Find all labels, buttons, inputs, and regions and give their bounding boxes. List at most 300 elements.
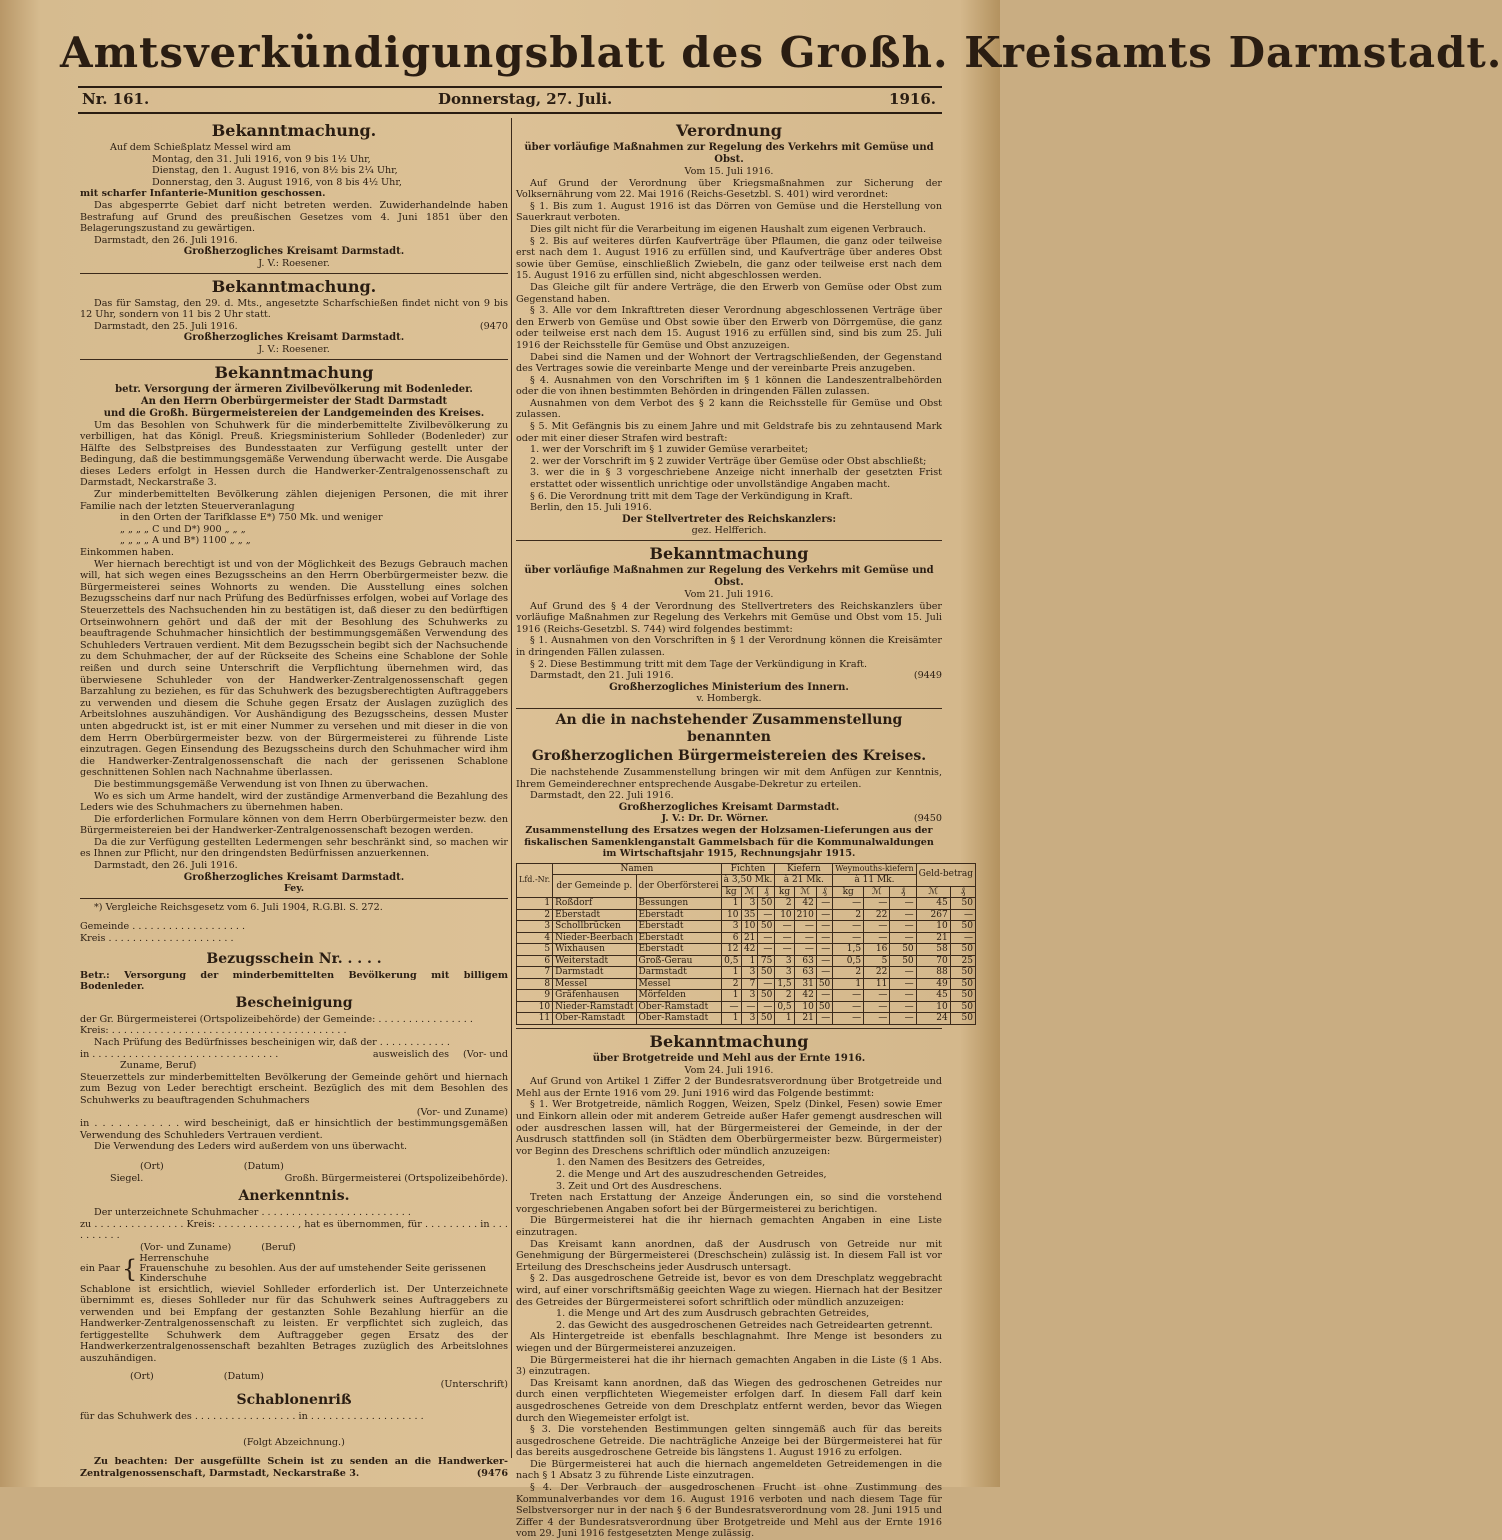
table-cell: 1 [721,990,741,1002]
notice-line: Dienstag, den 1. August 1916, von 8½ bis 2¼ Uhr, [152,165,398,177]
paragraph: § 4. Der Verbrauch der ausgedroschenen Frucht ist ohne Zustimmung des Kommunalverbandes vor dem 16. August 1916 verboten und nach diesem Tage für Selbstversorger nur in der nach § 6 der Bundesratsverordnung vom 28. Juni 1915 und Ziffer 4 der Bundesratsverordnung über Brotgetreide und Mehl aus der Ernte 1916 vom 29. Juni 1916 festgesetzten Menge zulässig. [516,1482,942,1540]
unit-pf: ₰ [758,886,775,898]
form-label: , hat es übernommen, für [298,1218,422,1230]
income-line: Einkommen haben. [80,547,174,559]
table-cell: — [816,932,832,944]
table-cell: — [890,1013,916,1025]
table-cell: 50 [816,1001,832,1013]
price-weymouth: à 11 Mk. [833,875,916,887]
notice-date [80,321,508,333]
table-cell: — [864,1013,890,1025]
authority: Der Stellvertreter des Reichskanzlers: [621,513,837,525]
masthead-rule [78,86,942,88]
form-label: für das Schuhwerk des [80,1411,192,1423]
form-line [80,1173,508,1185]
table-cell: — [775,921,794,933]
table-cell: — [816,967,832,979]
table-cell: 50 [950,921,975,933]
table-cell: Bessungen [636,898,721,910]
issue-rule [78,112,942,114]
holzsamen-table [516,863,976,1025]
form-hint: (Ort) [130,1370,154,1382]
table-cell: 210 [794,909,816,921]
table-cell: 3 [775,955,794,967]
table-cell: 50 [950,1013,975,1025]
table-cell: Darmstadt [553,967,636,979]
table-cell: Eberstadt [636,944,721,956]
form-label: Nach Prüfung des Bedürfnisses bescheinigen wir, daß der [94,1037,377,1048]
table-cell: 1,5 [775,978,794,990]
table-row [517,898,976,910]
table-cell: — [833,898,864,910]
signer: J. V.: Roesener. [258,257,330,269]
table-cell: — [758,1001,775,1013]
table-cell: 25 [950,955,975,967]
table-cell: 50 [950,898,975,910]
form-line: Gemeinde . . . . . . . . . . . . . . . . . . . [80,921,246,933]
table-cell: 16 [864,944,890,956]
notice-shooting-range [80,121,508,270]
notice-heading: Großherzoglichen Bürgermeistereien des Kreises. [531,747,927,764]
table-cell: — [864,898,890,910]
table-cell: — [816,909,832,921]
list-item: 3. Zeit und Ort des Ausdreschens. [556,1180,722,1192]
place-text: Darmstadt, den 21. Juli 1916. [530,670,674,682]
form-hint: (Beruf) [261,1241,296,1253]
paragraph: § 1. Ausnahmen von den Vorschriften in § 1 der Verordnung können die Kreisämter in dringenden Fällen zulassen. [516,635,942,658]
table-cell: 1,5 [833,944,864,956]
table-cell: — [816,1013,832,1025]
paragraph: § 2. Das ausgedroschene Getreide ist, bevor es von dem Dreschplatz weggebracht wird, auf einer vorschriftsmäßig geeichten Wage zu wiegen. Hiernach hat der Besitzer des Getreides der Bürgermeisterei sofort schriftlich oder mündlich anzuzeigen: [516,1273,942,1308]
paragraph: Als Hintergetreide ist ebenfalls beschlagnahmt. Ihre Menge ist besonders zu wiegen und der Bürgermeisterei anzuzeigen. [516,1331,942,1354]
price-fichten: à 3,50 Mk. [721,875,775,887]
paragraph: Die Bürgermeisterei hat die ihr hiernach gemachten Angaben in die Liste (§ 1 Abs. 3) einzutragen. [516,1354,942,1378]
table-cell: — [864,1001,890,1013]
notice-line: Das abgesperrte Gebiet darf nicht betreten werden. Zuwiderhandelnde haben Bestrafung auf Grund des preußischen Gesetzes vom 4. Juni 1851 über den Belagerungszustand zu gewärtigen. [80,199,508,235]
ref-number: (9450 [913,813,942,825]
table-cell: 88 [916,967,950,979]
separator [516,1028,942,1029]
table-cell: — [775,932,794,944]
table-cell: Eberstadt [636,921,721,933]
table-row [517,909,976,921]
table-cell: Mörfelden [636,990,721,1002]
separator [80,359,508,360]
form-label: der Gr. Bürgermeisterei (Ortspolizeibehörde) der Gemeinde: [80,1013,376,1025]
form-line [80,1370,508,1390]
form-note [80,1456,508,1479]
list-item: 3. wer die in § 3 vorgeschriebene Anzeige nicht innerhalb der gesetzten Frist erstattet oder wissentlich unrichtige oder unvollständige Angaben macht. [530,467,942,491]
notice-line: mit scharfer Infanterie-Munition geschossen. [80,188,326,200]
table-cell: 1 [721,1013,741,1025]
form-label: in [480,1218,490,1230]
form-text: Die Verwendung des Leders wird außerdem von uns überwacht. [94,1141,408,1153]
table-cell: — [864,921,890,933]
table-body [517,898,976,1025]
table-cell: — [816,955,832,967]
ref-number: (9476 [476,1468,508,1480]
paragraph: § 2. Diese Bestimmung tritt mit dem Tage der Verkündigung in Kraft. [530,658,868,670]
col-header-kiefern: Kiefern [775,863,833,875]
form-label: Kreis: [186,1218,216,1230]
form-hint: (Unterschrift) [440,1378,508,1390]
form-text: Schablone ist ersichtlich, wieviel Sohlleder erforderlich ist. Der Unterzeichnete übernimmt es, dieses Sohlleder nur für das Schuhwerk seines Auftraggebers zu verwenden und bei Empfang der gestanzten Sohle Bezahlung hierfür an die Handwerker-Zentralgenossenschaft zu leisten. Er verpflichtet sich zugleich, das fertiggestellte Schuhwerk dem Auftraggeber gegen Ersatz des der Handwerkerzentralgenossenschaft bezahlten Betrages zuzüglich des Arbeitslohnes auszuhändigen. [80,1283,508,1365]
col-header-gemeinde: der Gemeinde p. [553,875,636,898]
table-cell: 2 [833,909,864,921]
table-cell: 6 [721,932,741,944]
table-cell: 2 [517,909,553,921]
notice-heading: An die in nachstehender Zusammenstellung benannten [555,711,903,745]
table-cell: 3 [721,921,741,933]
col-header-geld: Geld-betrag [916,863,975,886]
table-cell: — [816,898,832,910]
notice-text: Das für Samstag, den 29. d. Mts., angesetzte Scharfschießen findet nicht von 9 bis 12 Uhr, sondern von 11 bis 2 Uhr statt. [80,297,508,321]
notice-heading: Verordnung [676,121,782,140]
form-line: Nach Prüfung des Bedürfnisses bescheinigen wir, daß der . . . . . . . . . . . . (Vor- und [94,1037,508,1060]
table-cell: 10 [794,1001,816,1013]
table-cell: 50 [950,978,975,990]
notice-place [516,670,942,682]
table-cell: 5 [517,944,553,956]
table-row [517,1013,976,1025]
table-cell: — [816,990,832,1002]
signer: J. V.: Roesener. [258,343,330,355]
notice-addressee: und die Großh. Bürgermeistereien der Landgemeinden des Kreises. [103,407,485,419]
table-cell: — [833,1001,864,1013]
note-text: Zu beachten: Der ausgefüllte Schein ist zu senden an die Handwerker-Zentralgenossenschaft, Darmstadt, Neckarstraße 3. [80,1456,508,1480]
list-item: 1. wer der Vorschrift im § 1 zuwider Gemüse verarbeitet; [530,444,809,456]
authority: Großherzogliches Kreisamt Darmstadt. [618,801,840,813]
ref-number: (9470 [479,320,508,332]
table-row [517,978,976,990]
notice-holzsamen [516,711,973,1025]
notice-heading: Bekanntmachung [214,362,374,382]
table-row [517,1001,976,1013]
table-cell: — [890,978,916,990]
paragraph: Die erforderlichen Formulare können von dem Herrn Oberbürgermeister bezw. den Bürgermeistereien bei der Handwerker-Zentralgenossenschaft bezogen werden. [80,813,508,837]
table-cell: 2 [721,978,741,990]
form-label: in [80,1048,90,1060]
unit-mark: ℳ [864,886,890,898]
right-column [516,118,973,1540]
signer-text: J. V.: Dr. Dr. Wörner. [661,813,769,825]
price-kiefern: à 21 Mk. [775,875,833,887]
table-title: Zusammenstellung des Ersatzes wegen der Holzsamen-Lieferungen aus der fiskalischen Samenklenganstalt Gammelsbach für die Kommunalwaldungen im Wirtschaftsjahr 1915, Rechnungsjahr 1915. [524,824,934,860]
form-hint: Großh. Bürgermeisterei (Ortspolizeibehörde). [284,1172,508,1184]
form-hint: (Datum) [223,1370,264,1382]
table-cell: — [890,990,916,1002]
table-cell: Ober-Ramstadt [636,1013,721,1025]
bekanntmachung-brotgetreide [516,1032,942,1540]
table-cell: 3 [741,898,758,910]
notice-heading: Bekanntmachung. [211,276,377,296]
form-hint: (Ort) [140,1160,164,1172]
notice-heading: Bekanntmachung [649,1031,809,1051]
form-hint: (Vor- und Zuname) [140,1241,232,1253]
list-item: 2. wer der Vorschrift im § 2 zuwider Verträge über Gemüse oder Obst abschließt; [530,455,927,467]
notice-date: Darmstadt, den 26. Juli 1916. [94,860,238,872]
form-text: Steuerzettels zur minderbemittelten Bevölkerung der Gemeinde gehört und hiernach zum Bezug von Leder berechtigt erscheint. Bezüglich des mit dem Besohlen des Schuhwerks zu beauftragenden Schuhmachers [80,1071,508,1106]
list-item: 1. die Menge und Art des zum Ausdrusch gebrachten Getreides, [556,1308,870,1320]
table-cell: 50 [950,990,975,1002]
income-line: in den Orten der Tarifklasse E*) 750 Mk. und weniger [120,512,383,524]
table-cell: — [890,909,916,921]
list-item: 1. den Namen des Besitzers des Getreides, [556,1157,766,1169]
paragraph: Das Gleiche gilt für andere Verträge, die den Erwerb von Gemüse oder Obst zum Gegenstand haben. [516,281,942,305]
verordnung-gemuese [516,121,942,537]
table-cell: — [794,921,816,933]
paragraph: Da die zur Verfügung gestellten Ledermengen sehr beschränkt sind, so machen wir es Ihnen zur Pflicht, nur den dringendsten Bedürfnissen anzuerkennen. [80,836,508,860]
table-row [517,932,976,944]
table-cell: Eberstadt [553,909,636,921]
table-cell: 10 [916,921,950,933]
table-cell: 10 [741,921,758,933]
table-cell: 63 [794,967,816,979]
notice-place: Darmstadt, den 22. Juli 1916. [530,790,674,802]
table-cell: Eberstadt [636,932,721,944]
table-cell: 0,5 [775,1001,794,1013]
table-cell: Ober-Ramstadt [636,1001,721,1013]
table-cell: 0,5 [833,955,864,967]
table-cell: Weiterstadt [553,955,636,967]
table-cell: — [890,1001,916,1013]
paragraph: § 1. Wer Brotgetreide, nämlich Roggen, Weizen, Spelz (Dinkel, Fesen) sowie Emer und Einkorn allein oder mit anderem Getreide außer Hafer gemengt ausdreschen will oder ausdreschen lassen will, hat der Bürgermeisterei der Gemeinde, in der der Ausdrusch stattfinden soll (in Städten dem Oberbürgermeister bezw. Bürgermeister) vor Beginn des Dreschens schriftlich oder mündlich anzuzeigen: [516,1099,942,1157]
table-cell: 10 [721,909,741,921]
col-header-nr: Lfd.-Nr. [517,863,553,898]
unit-pf: ₰ [816,886,832,898]
notice-subheading: betr. Versorgung der ärmeren Zivilbevölkerung mit Bodenleder. [115,383,473,395]
table-cell: 3 [741,1013,758,1025]
form-line: für das Schuhwerk des . . . . . . . . . . . . . . . . . in . . . . . . . . . . . . . . . . . . . [80,1411,424,1423]
shoe-option: Herrenschuhe [139,1252,209,1264]
unit-kg: kg [833,886,864,898]
table-cell: 70 [916,955,950,967]
table-cell: 3 [517,921,553,933]
unit-pf: ₰ [890,886,916,898]
paragraph: § 4. Ausnahmen von den Vorschriften im § 1 können die Landeszentralbehörden oder die von ihnen bestimmten Behörden in dringenden Fällen zulassen. [516,374,942,398]
table-cell: 4 [517,932,553,944]
table-cell: 0,5 [721,955,741,967]
masthead: Amtsverkündigungsblatt des Großh. Kreisamts Darmstadt. [60,28,1502,77]
table-cell: 50 [950,944,975,956]
shoe-option: Frauenschuhe [139,1262,209,1274]
paragraph: Dabei sind die Namen und der Wohnort der Vertragschließenden, der Gegenstand des Vertrages sowie die vereinbarte Menge und der vereinbarte Preis anzugeben. [516,351,942,375]
col-header-oberf: der Oberförsterei [636,875,721,898]
signer [516,813,942,825]
table-cell: — [721,1001,741,1013]
table-row [517,944,976,956]
table-cell: 45 [916,990,950,1002]
table-cell: 267 [916,909,950,921]
table-row [517,990,976,1002]
list-item: 2. die Menge und Art des auszudreschenden Getreides, [556,1169,827,1181]
paragraph: Wo es sich um Arme handelt, wird der zuständige Armenverband die Bezahlung des Leders wie des Schuhmachers zu übernehmen haben. [80,790,508,814]
authority: Großherzogliches Kreisamt Darmstadt. [183,332,405,344]
table-cell: 21 [916,932,950,944]
form-label: ausweislich des [372,1048,450,1060]
paragraph: § 3. Die vorstehenden Bestimmungen gelten sinngemäß auch für das bereits ausgedroschene Getreide. Die nachträgliche Anzeige bei der Bürgermeisterei hat für das bereits ausgedroschene Getreide bis längstens 1. August 1916 zu erfolgen. [516,1424,942,1459]
table-cell: 11 [517,1013,553,1025]
table-cell: Nieder-Beerbach [553,932,636,944]
paragraph: Auf Grund der Verordnung über Kriegsmaßnahmen zur Sicherung der Volksernährung vom 22. Mai 1916 (Reichs-Gesetzbl. S. 401) wird verordnet: [516,177,942,201]
table-cell: Roßdorf [553,898,636,910]
table-cell: — [864,932,890,944]
form-label: in [298,1411,308,1423]
table-cell: 12 [721,944,741,956]
table-cell: — [890,967,916,979]
notice-line: Montag, den 31. Juli 1916, von 9 bis 1½ Uhr, [152,153,371,165]
form-line: in . . . . . . . . . . . . . . . . . . . . . . . . . . . . . . . ausweislich des [80,1048,450,1060]
form-subject: Betr.: Versorgung der minderbemittelten Bevölkerung mit billigem Bodenleder. [80,969,508,993]
column-divider [511,118,512,1458]
table-cell: 21 [794,1013,816,1025]
notice-heading: Bekanntmachung [649,544,809,563]
table-cell: 35 [741,909,758,921]
form-line: Kreis . . . . . . . . . . . . . . . . . . . . . [80,933,234,945]
paragraph: Wer hiernach berechtigt ist und von der Möglichkeit des Bezugs Gebrauch machen will, hat sich wegen eines Bezugsscheins an den Herrn Oberbürgermeister bezw. die Bürgermeisterei seines Wohnorts zu wenden. Die Ausstellung eines solchen Bezugsscheins darf nur nach Prüfung des Bedürfnisses erfolgen, wobei auf Vorlage des Steuerzettels des Nachsuchenden hin zu bestätigen ist, daß dieser zu den bedürftigen Ortseinwohnern gehört und daß der mit der Besohlung des Schuhwerks zu beauftragende Schuhmacher hinsichtlich der bestimmungsgemäßen Verwendung des Schuhleders Vertrauen verdient. Mit dem Bezugsschein begibt sich der Nachsuchende zu dem Schuhmacher, der auf der Rückseite des Scheins eine Schablone der Sohle reißen und durch seine Unterschrift die Verpflichtung übernehmen wird, das überwiesene Schuhleder von der Handwerker-Zentralgenossenschaft gegen Barzahlung zu beziehen, es für das Schuhwerk des bezugsberechtigten Auftraggebers zu verwenden und diesem die Schuhe gegen Ersatz der Auslagen zuzüglich des Arbeitslohnes auszuhändigen. Vor Aushändigung des Bezugsscheins, dessen Muster unten abgedruckt ist, ist er mit einer Nummer zu versehen und mit dieser in die von dem Herrn Oberbürgermeister bezw. von der Bürgermeisterei zu führende Liste einzutragen. Gegen Einsendung des Bezugsscheins durch den Schuhmacher wird ihm die Handwerker-Zentralgenossenschaft die nach der gerissenen Schablone geschnittenen Sohlen nach Nachnahme überlassen. [80,558,508,779]
form-line [80,1161,508,1173]
form-line: der Gr. Bürgermeisterei (Ortspolizeibehörde) der Gemeinde: . . . . . . . . . . . . . . . . [80,1013,473,1025]
table-cell: 58 [916,944,950,956]
paragraph: Die Bürgermeisterei hat auch die hiernach angemeldeten Getreidemengen in die nach § 1 Absatz 3 zu führende Liste einzutragen. [516,1458,942,1482]
table-cell: 50 [890,944,916,956]
date-text: Darmstadt, den 25. Juli 1916. [94,320,238,332]
form-section-title: Schablonenriß [236,1392,352,1409]
authority: Großherzogliches Ministerium des Innern. [609,681,849,693]
seal-label: Siegel. [110,1172,144,1184]
notice-subheading: über Brotgetreide und Mehl aus der Ernte 1916. [592,1052,866,1064]
form-hint: (Datum) [243,1160,284,1172]
table-cell: 1 [721,967,741,979]
income-line: „ „ „ „ C und D*) 900 „ „ „ [120,523,246,535]
table-cell: 24 [916,1013,950,1025]
table-cell: 42 [794,990,816,1002]
authority: Großherzogliches Kreisamt Darmstadt. [183,871,405,883]
unit-kg: kg [721,886,741,898]
separator [516,540,942,541]
table-cell: — [890,898,916,910]
paragraph: § 1. Bis zum 1. August 1916 ist das Dörren von Gemüse und die Herstellung von Sauerkraut verboten. [516,200,942,224]
table-cell: 42 [794,898,816,910]
table-cell: 50 [816,978,832,990]
paragraph: § 5. Mit Gefängnis bis zu einem Jahre und mit Geldstrafe bis zu zehntausend Mark oder mit einer dieser Strafen wird bestraft: [516,421,942,444]
list-item: 2. das Gewicht des ausgedroschenen Getreides nach Getreidearten getrennt. [556,1319,933,1331]
income-line: „ „ „ „ A und B*) 1100 „ „ „ [120,535,251,547]
table-cell: 9 [517,990,553,1002]
form-line: zu . . . . . . . . . . . . . . . Kreis: . . . . . . . . . . . . . , hat es übernommen, für . . . . . . . . . in . . . . . . . . . . [80,1218,508,1242]
notice-heading: Bekanntmachung. [211,121,377,140]
table-cell: 1 [775,1013,794,1025]
form-section-title: Bescheinigung [235,994,353,1011]
form-section-title: Anerkenntnis. [238,1188,350,1205]
form-hint: (Vor- und [463,1048,508,1060]
unit-pf: ₰ [950,886,975,898]
table-cell: Gräfenhausen [553,990,636,1002]
paragraph: Die bestimmungsgemäße Verwendung ist von Ihnen zu überwachen. [94,778,429,790]
paragraph: Um das Besohlen von Schuhwerk für die minderbemittelte Zivilbevölkerung zu verbilligen, hat das Königl. Preuß. Kriegsministerium Sohlleder (Bodenleder) zur Hälfte des Selbstpreises des Bundesstaaten zur Verfügung gestellt unter der Bedingung, daß die bestimmungsgemäße Verwendung überwacht werde. Die Ausgabe dieses Leders erfolgt in Hessen durch die Handwerker-Zentralgenossenschaft zu Darmstadt, Neckarstraße 3. [80,419,508,489]
table-row [517,921,976,933]
table-cell: 10 [517,1001,553,1013]
table-cell: 10 [916,1001,950,1013]
table-cell: Schollbrücken [553,921,636,933]
paragraph: Auf Grund von Artikel 1 Ziffer 2 der Bundesratsverordnung über Brotgetreide und Mehl aus der Ernte 1916 vom 29. Juni 1916 wird das Folgende bestimmt: [516,1076,942,1099]
notice-subheading: über vorläufige Maßnahmen zur Regelung des Verkehrs mit Gemüse und Obst. [524,565,934,588]
bezugsschein-form [80,921,508,1479]
notice-date: Darmstadt, den 26. Juli 1916. [94,234,238,246]
table-cell: — [775,944,794,956]
table-cell: 5 [864,955,890,967]
signer: v. Hombergk. [696,693,762,705]
table-cell: 22 [864,967,890,979]
table-cell: Ober-Ramstadt [553,1013,636,1025]
paragraph: Dies gilt nicht für die Verarbeitung im eigenen Haushalt zum eigenen Verbrauch. [530,223,926,235]
table-cell: 50 [950,1001,975,1013]
paragraph: Auf Grund des § 4 der Verordnung des Stellvertreters des Reichskanzlers über vorläufige Maßnahmen zur Regelung des Verkehrs mit Gemüse und Obst vom 15. Juli 1916 (Reichs-Gesetzbl. S. 744) wird folgendes bestimmt: [516,600,942,635]
table-cell: — [950,909,975,921]
table-cell: 11 [864,978,890,990]
paragraph: Das Kreisamt kann anordnen, daß das Wiegen des gedroschenen Getreides nur durch einen verpflichteten Wiegemeister erfolgen darf. In diesem Fall darf kein ausgedroschenes Getreide von dem Dreschplatz entfernt werden, bevor das Wiegen durch den Wiegemeister erfolgt ist. [516,1377,942,1424]
notice-addressee: An den Herrn Oberbürgermeister der Stadt Darmstadt [140,395,448,407]
shoe-type-choice: ein Paar { Herrenschuhe Frauenschuhe Kinderschuhe zu besohlen. Aus der auf umstehender Seite gerissenen [80,1252,487,1284]
table-cell: 2 [775,898,794,910]
table-cell: 50 [758,990,775,1002]
table-cell: Eberstadt [636,909,721,921]
table-cell: 10 [775,909,794,921]
table-cell: 6 [517,955,553,967]
notice-line: Auf dem Schießplatz Messel wird am [110,142,291,153]
table-row [517,955,976,967]
separator [80,273,508,274]
table-cell: 3 [741,990,758,1002]
table-cell: 50 [890,955,916,967]
table-cell: — [890,932,916,944]
issue-year: 1916. [889,90,936,108]
notice-bodenleder [80,363,508,914]
form-label: zu besohlen. Aus der auf umstehender Seite gerissenen [214,1262,487,1274]
table-cell: 49 [916,978,950,990]
paragraph: Zur minderbemittelten Bevölkerung zählen diejenigen Personen, die mit ihrer Familie nach der letzten Steuerveranlagung [80,489,508,512]
table-cell: Groß-Gerau [636,955,721,967]
paragraph: Die nachstehende Zusammenstellung bringen wir mit dem Anfügen zur Kenntnis, Ihrem Gemeinderechner entsprechende Ausgabe-Dekretur zu erteilen. [516,766,942,790]
signer: gez. Helfferich. [691,525,767,537]
form-line: Der unterzeichnete Schuhmacher . . . . . . . . . . . . . . . . . . . . . . . . . [94,1207,411,1219]
col-header-weymouth: Weymouths-kiefern [833,863,916,875]
table-cell: — [816,944,832,956]
table-cell: Messel [636,978,721,990]
unit-kg: kg [775,886,794,898]
table-cell: Nieder-Ramstadt [553,1001,636,1013]
signer: Fey. [283,883,305,895]
table-cell: 50 [758,898,775,910]
table-cell: 3 [741,967,758,979]
table-cell: — [950,932,975,944]
paragraph: Die Bürgermeisterei hat die ihr hiernach gemachten Angaben in eine Liste einzutragen. [516,1215,942,1238]
paragraph: § 3. Alle vor dem Inkrafttreten dieser Verordnung abgeschlossenen Verträge über den Erwerb von Gemüse und Obst sowie über den Erwerb von Dörrgemüse, die ganz oder teilweise erst nach dem 15. August 1916 zu erfüllen sind, sind bis zum 25. Juli 1916 der Reichsstelle für Gemüse und Obst anzuzeigen. [516,305,942,351]
table-cell: 1 [833,978,864,990]
table-cell: 31 [794,978,816,990]
form-line [80,1242,508,1254]
form-label: Der unterzeichnete Schuhmacher [94,1207,259,1219]
col-header-namen: Namen [553,863,722,875]
notice-date: Vom 24. Juli 1916. [684,1064,774,1076]
form-hint: (Folgt Abzeichnung.) [243,1436,345,1448]
form-title: Bezugsschein Nr. . . . . [206,950,382,967]
unit-mark: ℳ [794,886,816,898]
form-label: Kreis [80,933,106,945]
table-cell: 22 [864,909,890,921]
form-hint: Zuname, Beruf) [120,1060,197,1072]
table-cell: — [833,932,864,944]
